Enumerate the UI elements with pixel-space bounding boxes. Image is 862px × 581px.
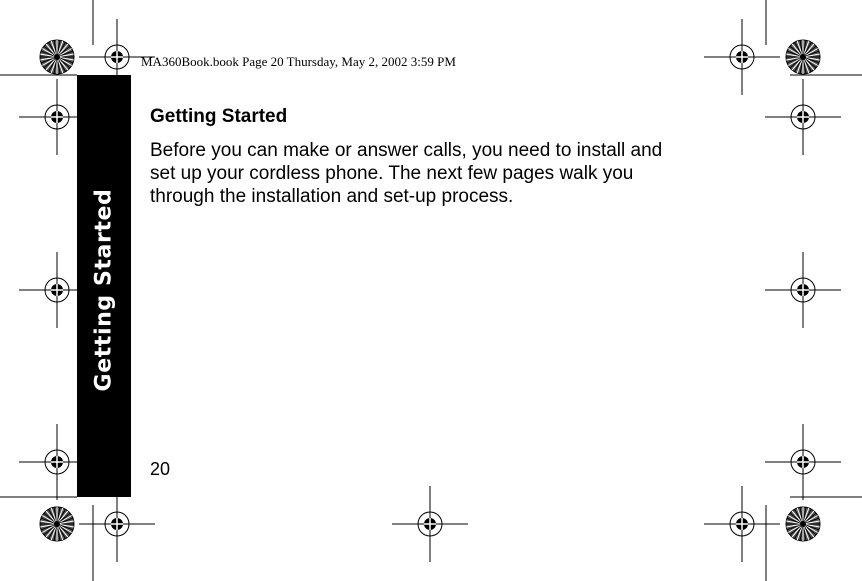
registration-mark-right-upper <box>765 79 841 155</box>
section-body: Before you can make or answer calls, you need to install and set up your cordless phone. The next few pages walk you through the installation and set-up process. <box>150 140 663 207</box>
color-target-bottom-right <box>786 507 820 541</box>
registration-mark-bottom-right <box>704 486 780 562</box>
print-header: MA360Book.book Page 20 Thursday, May 2, 2002 3:59 PM <box>141 54 456 69</box>
registration-mark-bottom-center <box>392 486 468 562</box>
section-heading: Getting Started <box>150 106 288 127</box>
color-target-top-right <box>786 40 820 74</box>
registration-mark-bottom-left <box>79 486 155 562</box>
registration-mark-top-right <box>704 19 780 95</box>
color-target-bottom-left <box>40 507 74 541</box>
registration-mark-right-lower <box>765 424 841 500</box>
registration-mark-right-middle <box>765 252 841 328</box>
registration-mark-left-upper <box>19 79 95 155</box>
color-target-top-left <box>40 40 74 74</box>
side-tab-label: Getting Started <box>91 188 117 392</box>
registration-mark-left-middle <box>19 252 95 328</box>
page-number: 20 <box>150 459 171 479</box>
registration-mark-top-left <box>79 19 155 95</box>
registration-mark-left-lower <box>19 424 95 500</box>
